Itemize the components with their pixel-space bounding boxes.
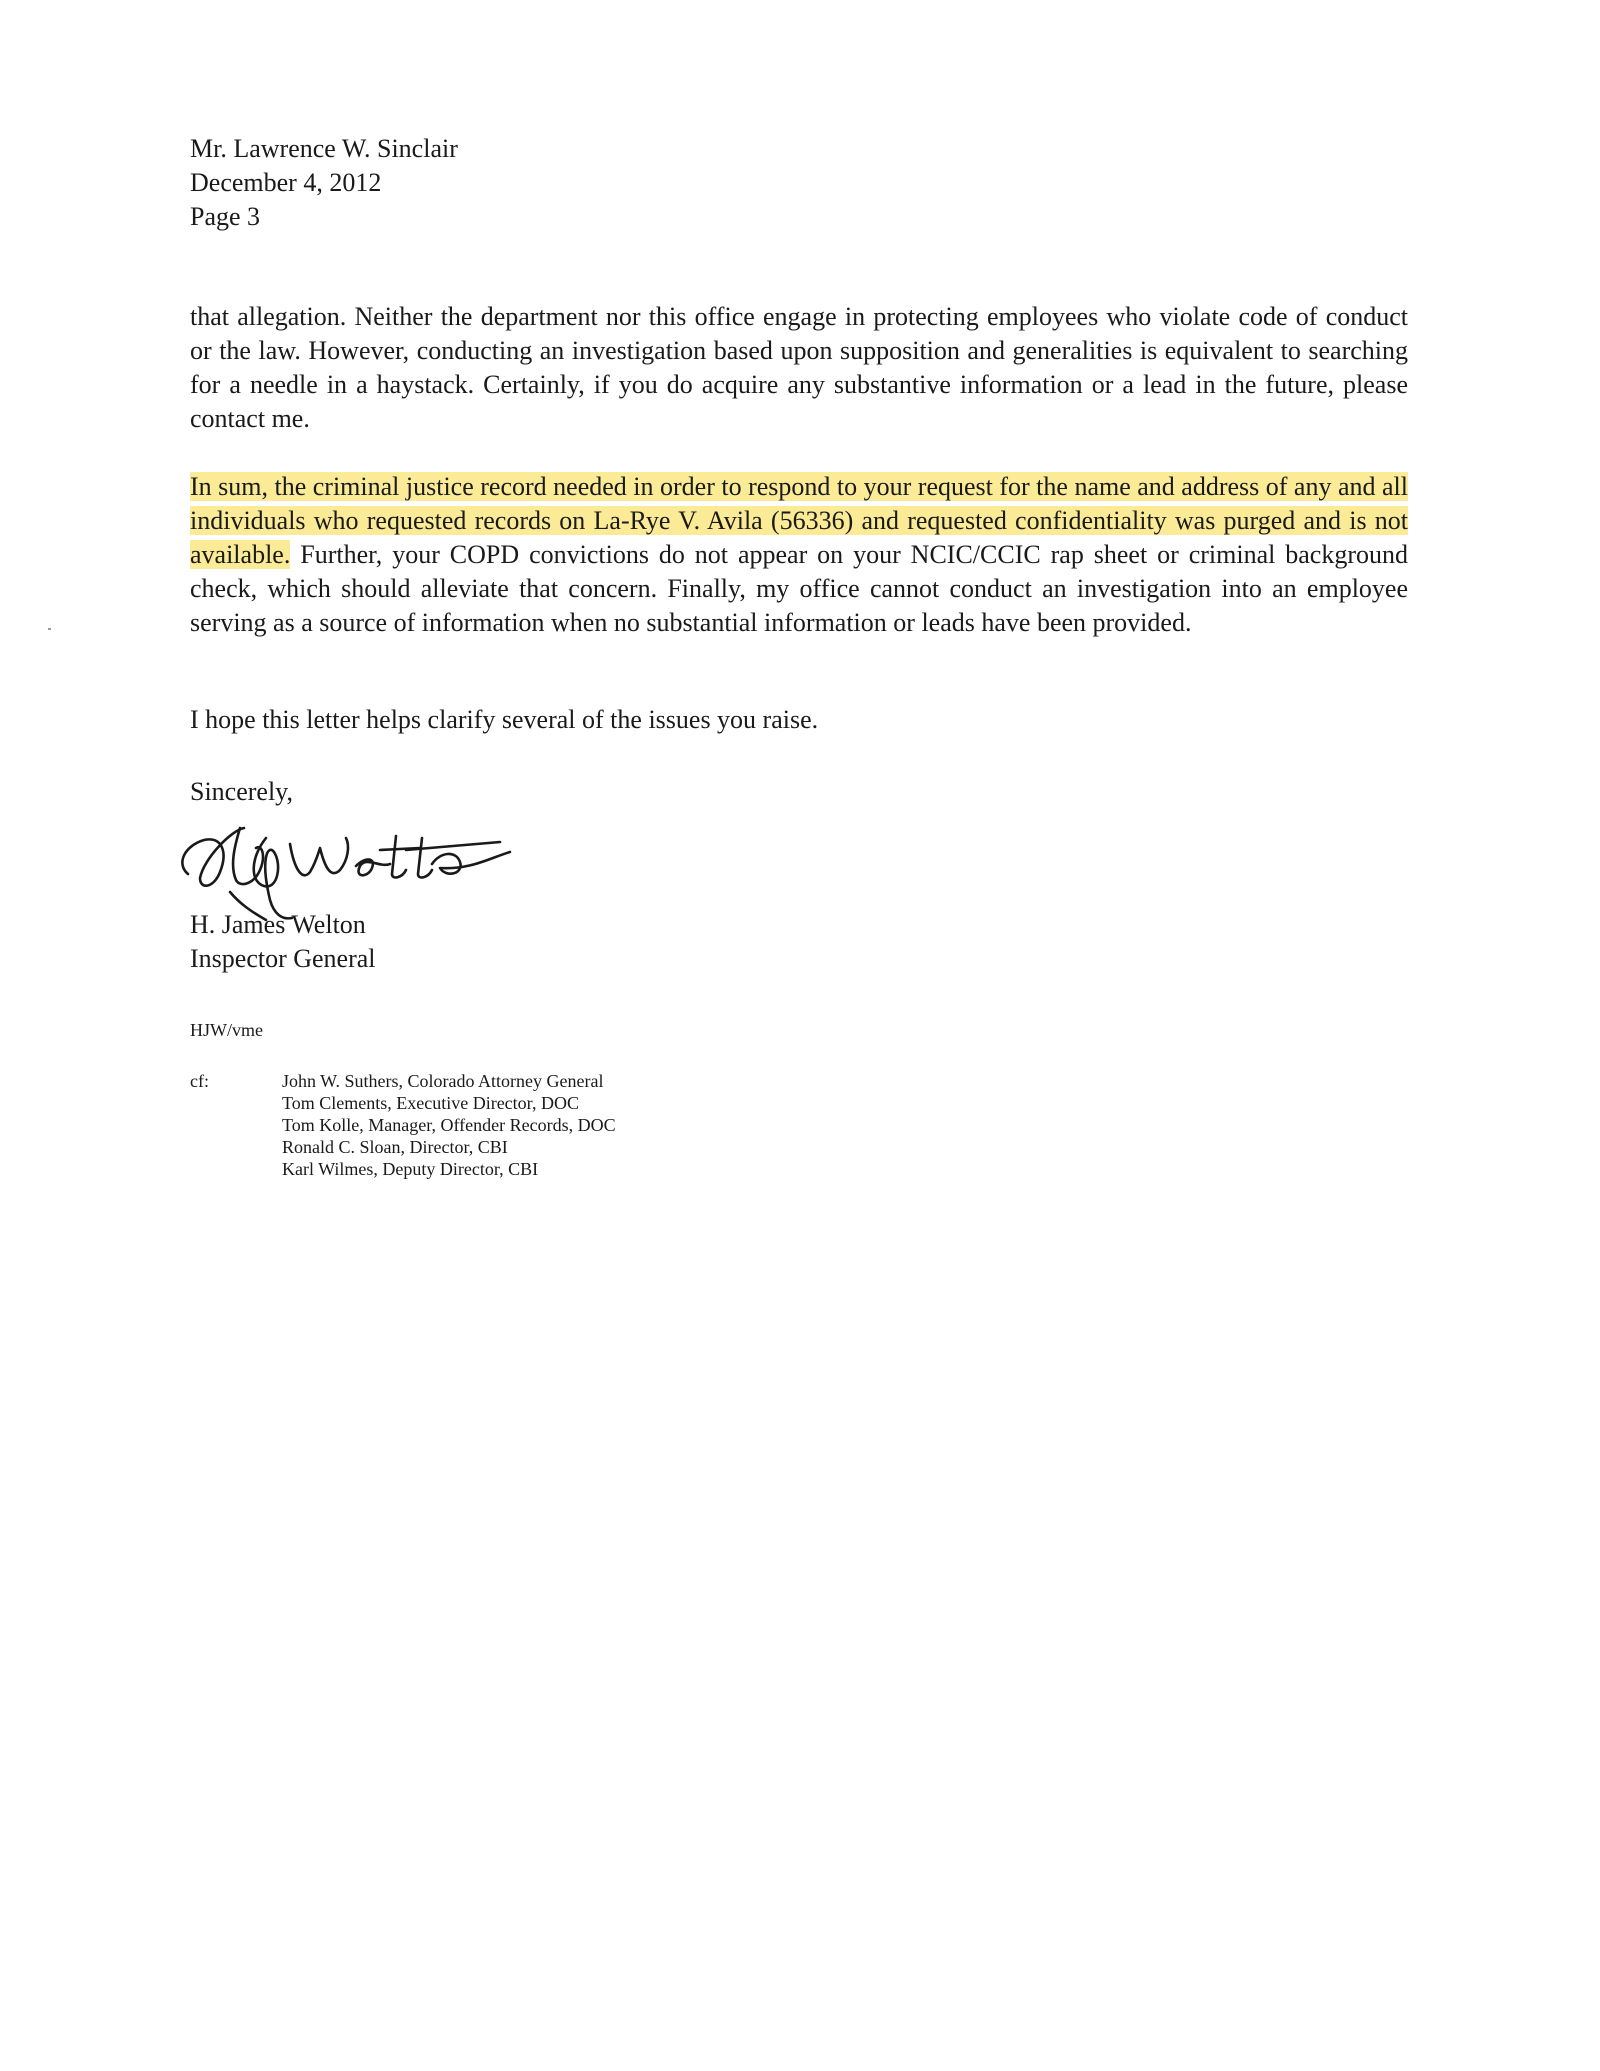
cc-label: cf: [190,1071,209,1091]
cc-recipient-list [282,1070,616,1180]
letter-date: December 4, 2012 [190,168,382,197]
letter-header [190,132,458,234]
signer-block [190,908,376,976]
body-paragraph-1: that allegation. Neither the department nor this office engage in protecting employees who violate code of conduct or the law. However, conducting an investigation based upon supposition and generalities is equivalent to searching for a needle in a haystack. Certainly, if you do acquire any substantive information or a lead in the future, please contact me. [190,302,1408,433]
cc-recipient: Tom Clements, Executive Director, DOC [282,1093,579,1113]
page-number: Page 3 [190,202,261,231]
body-paragraph-3: I hope this letter helps clarify several of the issues you raise. [190,705,819,734]
highlighted-text: In sum, the criminal justice record needed in order to respond to your request for the name and address of any and all individuals who requested records on La-Rye V. Avila (56336) and requested confidentiality was purged and is not available. [190,472,1408,569]
cc-recipient: Ronald C. Sloan, Director, CBI [282,1137,508,1157]
body-paragraph-2 [190,470,1408,640]
cc-recipient: John W. Suthers, Colorado Attorney General [282,1071,604,1091]
recipient-name: Mr. Lawrence W. Sinclair [190,134,458,163]
cc-recipient: Tom Kolle, Manager, Offender Records, DOC [282,1115,616,1135]
closing-salutation: Sincerely, [190,777,293,806]
signer-name: H. James Welton [190,910,366,939]
signer-title: Inspector General [190,944,376,973]
paragraph-2-continuation: Further, your COPD convictions do not appear on your NCIC/CCIC rap sheet or criminal background check, which should alleviate that concern. Finally, my office cannot conduct an investigation into an employee serving as a source of information when no substantial information or leads have been provided. [190,540,1408,637]
typist-initials: HJW/vme [190,1020,263,1040]
scan-speck [48,628,51,630]
cc-recipient: Karl Wilmes, Deputy Director, CBI [282,1159,539,1179]
